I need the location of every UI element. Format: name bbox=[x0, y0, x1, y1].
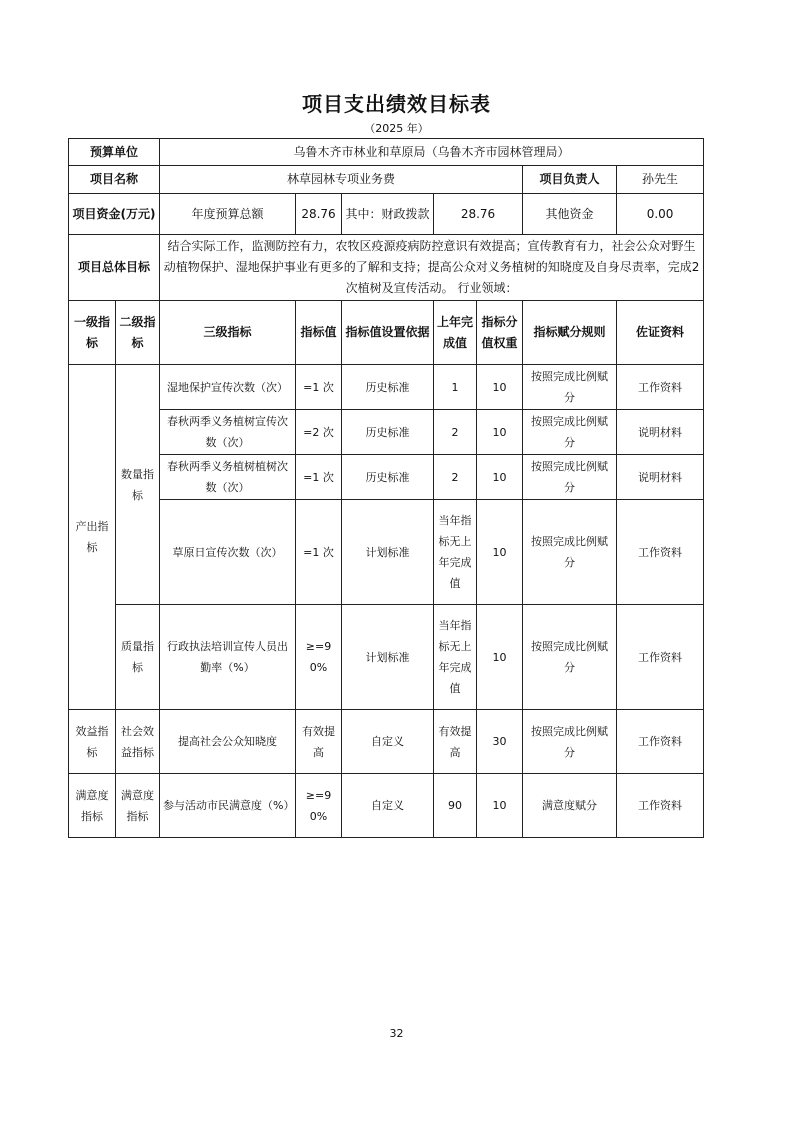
indicator-last-year: 当年指标无上年完成值 bbox=[434, 500, 477, 605]
page-title: 项目支出绩效目标表 bbox=[302, 92, 491, 116]
indicator-last-year: 有效提高 bbox=[434, 710, 477, 774]
indicator-evidence: 工作资料 bbox=[617, 710, 704, 774]
level2-quality: 质量指标 bbox=[116, 605, 160, 710]
header-last-year: 上年完成值 bbox=[434, 301, 477, 365]
indicator-value: =1 次 bbox=[296, 500, 342, 605]
table-row bbox=[69, 605, 704, 710]
indicator-weight: 10 bbox=[477, 410, 523, 455]
indicator-weight: 30 bbox=[477, 710, 523, 774]
project-name-row bbox=[69, 166, 704, 194]
fiscal-label: 其中：财政拨款 bbox=[342, 194, 434, 235]
indicator-value: =1 次 bbox=[296, 365, 342, 410]
indicator-rule: 按照完成比例赋分 bbox=[523, 710, 617, 774]
indicator-basis: 历史标准 bbox=[342, 410, 434, 455]
indicator-basis: 历史标准 bbox=[342, 365, 434, 410]
table-row bbox=[69, 455, 704, 500]
project-name-value: 林草园林专项业务费 bbox=[160, 166, 523, 194]
level1-benefit: 效益指标 bbox=[69, 710, 116, 774]
indicator-basis: 自定义 bbox=[342, 710, 434, 774]
funds-row bbox=[69, 194, 704, 235]
annual-budget-value: 28.76 bbox=[296, 194, 342, 235]
table-row bbox=[69, 500, 704, 605]
header-level2: 二级指标 bbox=[116, 301, 160, 365]
indicator-last-year: 2 bbox=[434, 410, 477, 455]
indicator-rule: 满意度赋分 bbox=[523, 774, 617, 838]
funds-label: 项目资金(万元) bbox=[69, 194, 160, 235]
overall-goal-text: 结合实际工作，监测防控有力，农牧区疫源疫病防控意识有效提高；宣传教育有力，社会公众对野生动植物保护、湿地保护事业有更多的了解和支持；提高公众对义务植树的知晓度及自身尽责率，完成2次植树及宣传活动。 行业领域： bbox=[160, 235, 704, 301]
page-number: 32 bbox=[389, 1027, 404, 1040]
indicator-value: =1 次 bbox=[296, 455, 342, 500]
indicator-rule: 按照完成比例赋分 bbox=[523, 365, 617, 410]
indicator-evidence: 工作资料 bbox=[617, 365, 704, 410]
header-rule: 指标赋分规则 bbox=[523, 301, 617, 365]
indicator-value: 有效提高 bbox=[296, 710, 342, 774]
indicator-name: 行政执法培训宣传人员出勤率（%） bbox=[160, 605, 296, 710]
indicator-last-year: 2 bbox=[434, 455, 477, 500]
year-label: （2025 年） bbox=[364, 122, 429, 135]
indicator-basis: 计划标准 bbox=[342, 605, 434, 710]
fiscal-value: 28.76 bbox=[434, 194, 523, 235]
indicator-weight: 10 bbox=[477, 455, 523, 500]
header-level1: 一级指标 bbox=[69, 301, 116, 365]
responsible-label: 项目负责人 bbox=[523, 166, 617, 194]
level1-satisfaction: 满意度指标 bbox=[69, 774, 116, 838]
indicator-rule: 按照完成比例赋分 bbox=[523, 455, 617, 500]
level2-satisfaction: 满意度指标 bbox=[116, 774, 160, 838]
indicator-rule: 按照完成比例赋分 bbox=[523, 410, 617, 455]
indicator-name: 湿地保护宣传次数（次） bbox=[160, 365, 296, 410]
performance-table bbox=[68, 138, 704, 838]
indicator-basis: 自定义 bbox=[342, 774, 434, 838]
header-weight: 指标分值权重 bbox=[477, 301, 523, 365]
responsible-value: 孙先生 bbox=[617, 166, 704, 194]
indicator-last-year: 当年指标无上年完成值 bbox=[434, 605, 477, 710]
indicator-evidence: 说明材料 bbox=[617, 410, 704, 455]
indicator-name: 草原日宣传次数（次） bbox=[160, 500, 296, 605]
table-row bbox=[69, 410, 704, 455]
budget-unit-value: 乌鲁木齐市林业和草原局（乌鲁木齐市园林管理局） bbox=[160, 139, 704, 166]
indicator-rule: 按照完成比例赋分 bbox=[523, 500, 617, 605]
indicator-name: 参与活动市民满意度（%） bbox=[160, 774, 296, 838]
header-level3: 三级指标 bbox=[160, 301, 296, 365]
indicator-evidence: 工作资料 bbox=[617, 500, 704, 605]
indicator-weight: 10 bbox=[477, 605, 523, 710]
indicator-weight: 10 bbox=[477, 500, 523, 605]
indicator-name: 春秋两季义务植树宣传次数（次） bbox=[160, 410, 296, 455]
indicator-last-year: 1 bbox=[434, 365, 477, 410]
other-funds-value: 0.00 bbox=[617, 194, 704, 235]
level1-output: 产出指标 bbox=[69, 365, 116, 710]
indicator-value: ≥=90% bbox=[296, 605, 342, 710]
budget-unit-label: 预算单位 bbox=[69, 139, 160, 166]
overall-goal-row bbox=[69, 235, 704, 301]
header-value: 指标值 bbox=[296, 301, 342, 365]
indicator-basis: 计划标准 bbox=[342, 500, 434, 605]
overall-goal-label: 项目总体目标 bbox=[69, 235, 160, 301]
header-evidence: 佐证资料 bbox=[617, 301, 704, 365]
table-row bbox=[69, 365, 704, 410]
other-funds-label: 其他资金 bbox=[523, 194, 617, 235]
indicator-evidence: 工作资料 bbox=[617, 605, 704, 710]
indicator-evidence: 工作资料 bbox=[617, 774, 704, 838]
indicator-evidence: 说明材料 bbox=[617, 455, 704, 500]
indicator-basis: 历史标准 bbox=[342, 455, 434, 500]
indicator-last-year: 90 bbox=[434, 774, 477, 838]
header-basis: 指标值设置依据 bbox=[342, 301, 434, 365]
indicator-name: 提高社会公众知晓度 bbox=[160, 710, 296, 774]
table-row bbox=[69, 774, 704, 838]
table-row bbox=[69, 710, 704, 774]
annual-budget-label: 年度预算总额 bbox=[160, 194, 296, 235]
indicator-rule: 按照完成比例赋分 bbox=[523, 605, 617, 710]
indicator-weight: 10 bbox=[477, 365, 523, 410]
level2-social: 社会效益指标 bbox=[116, 710, 160, 774]
level2-quantity: 数量指标 bbox=[116, 365, 160, 605]
indicator-value: ≥=90% bbox=[296, 774, 342, 838]
indicator-name: 春秋两季义务植树植树次数（次） bbox=[160, 455, 296, 500]
budget-unit-row bbox=[69, 139, 704, 166]
indicator-weight: 10 bbox=[477, 774, 523, 838]
header-row bbox=[69, 301, 704, 365]
project-name-label: 项目名称 bbox=[69, 166, 160, 194]
indicator-value: =2 次 bbox=[296, 410, 342, 455]
